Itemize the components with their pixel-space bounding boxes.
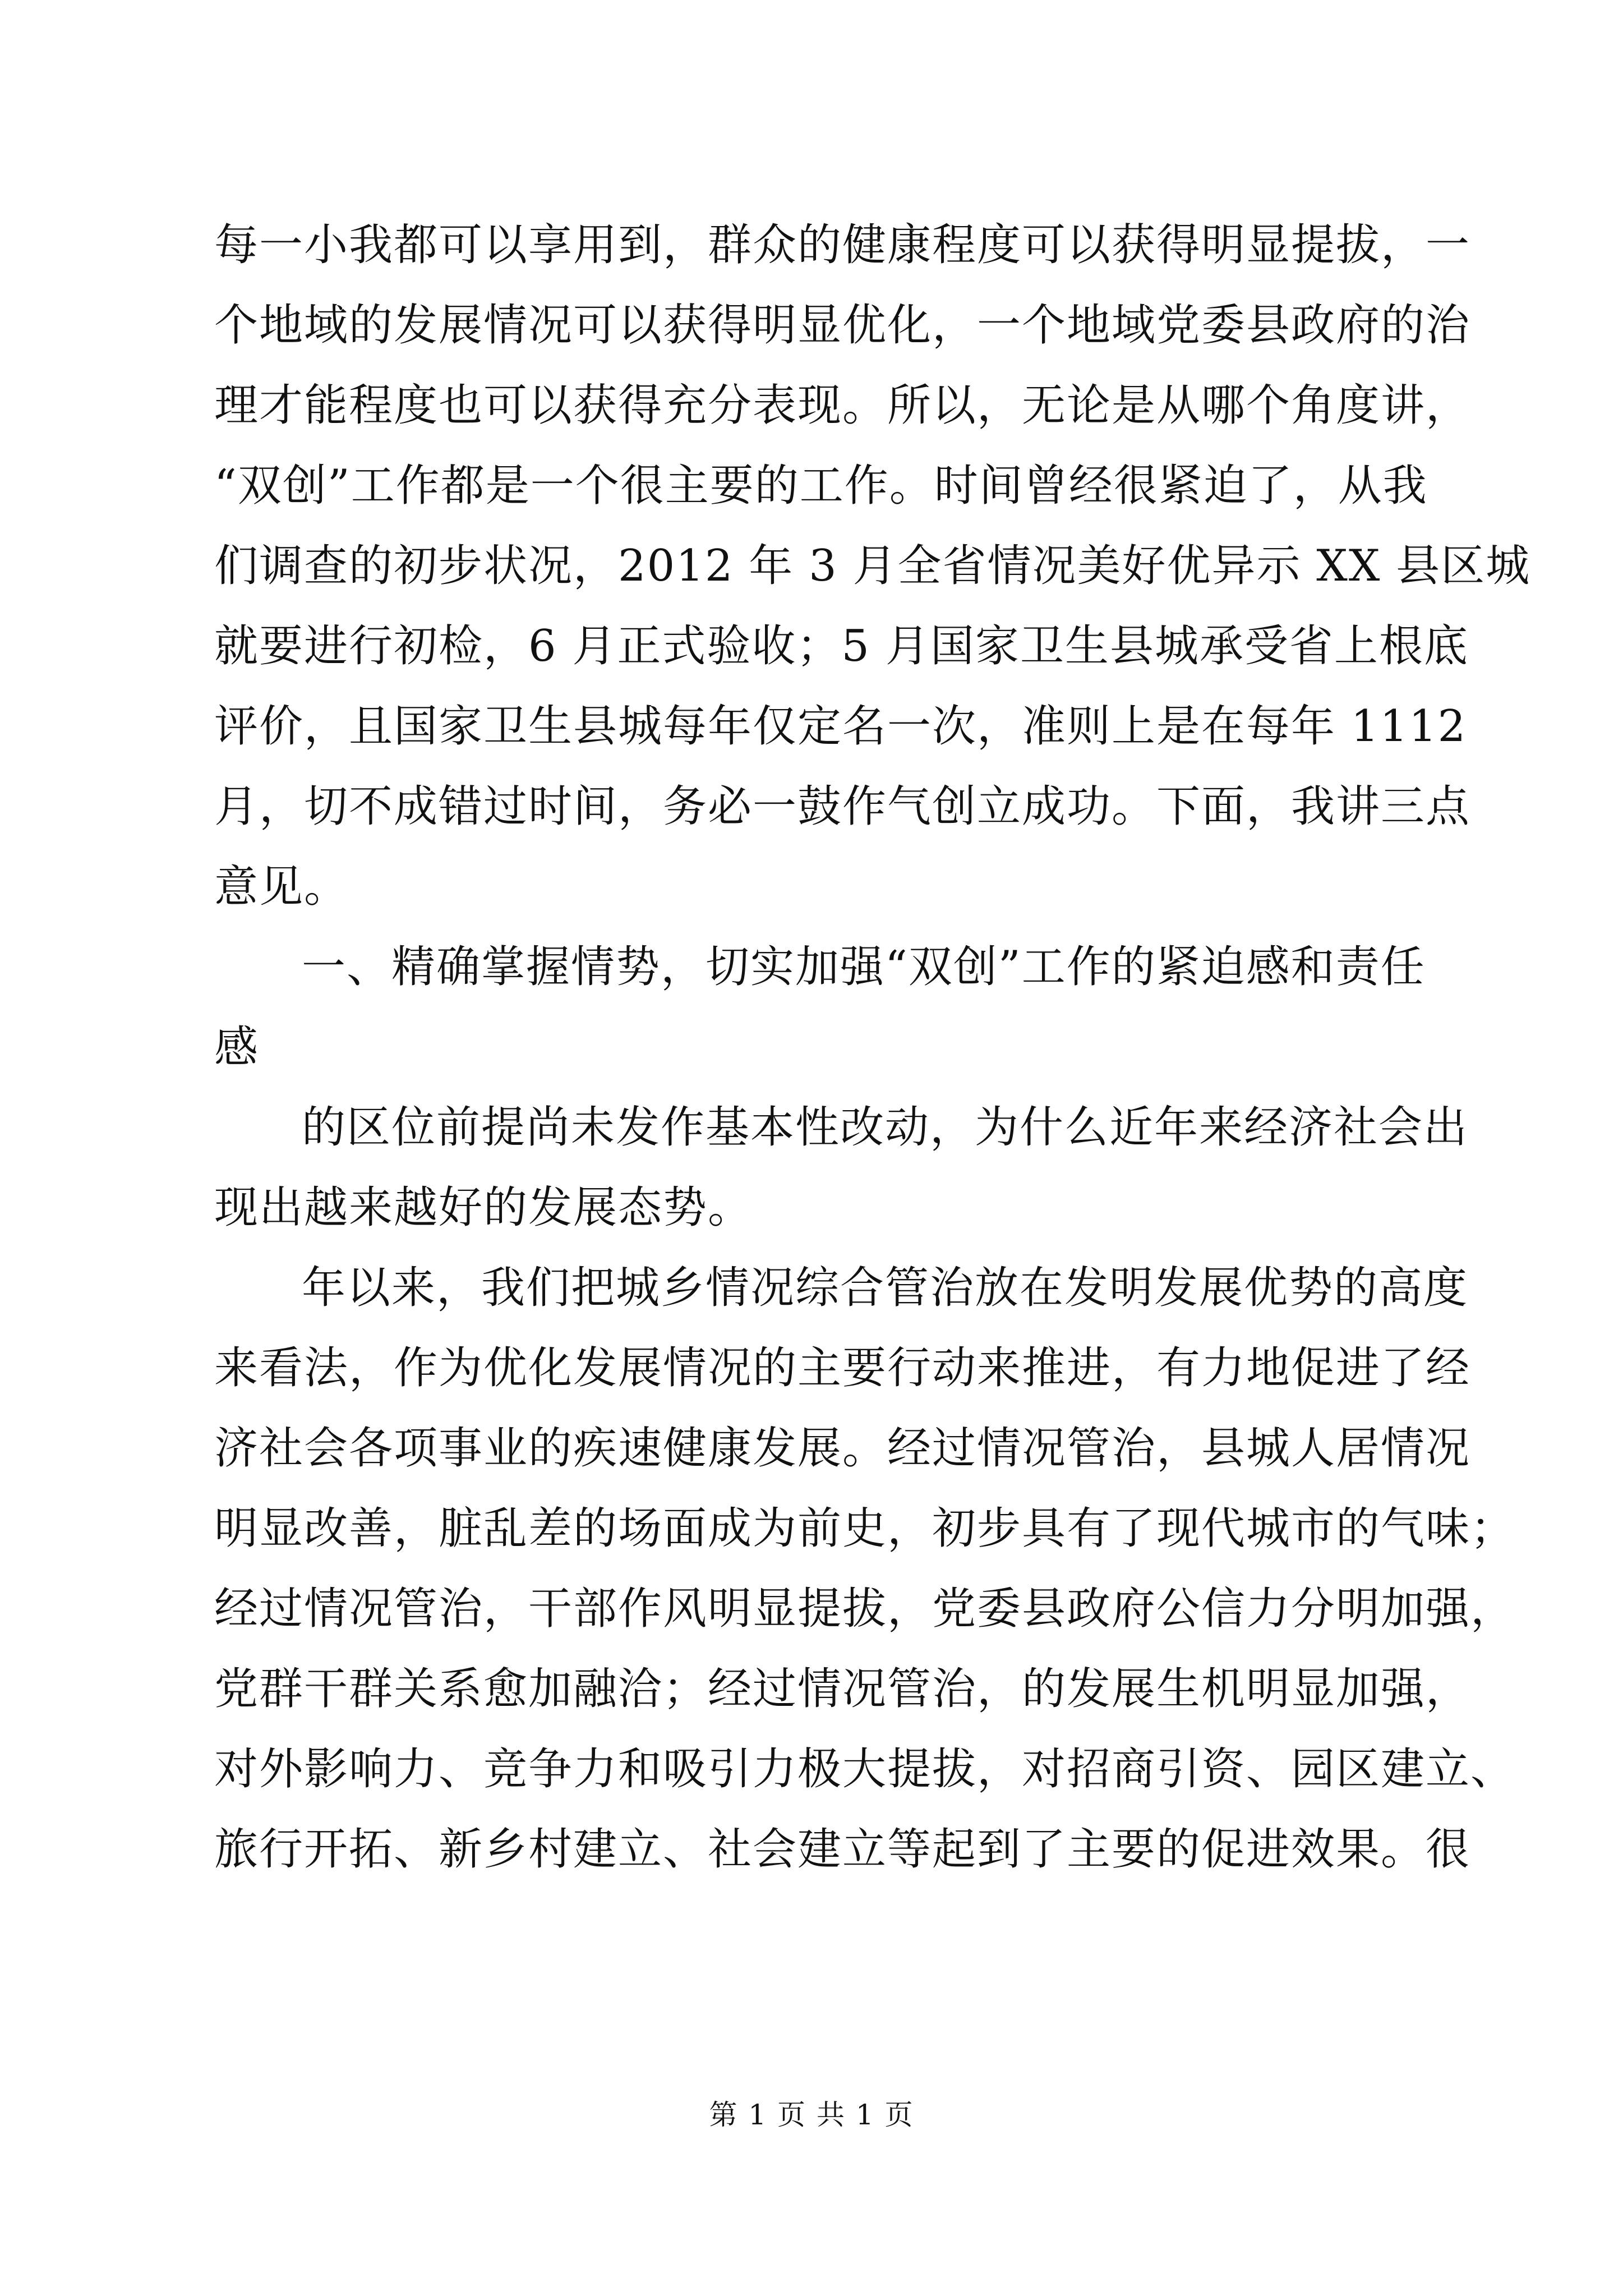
text-line: 对外影响力、竞争力和吸引力极大提拔，对招商引资、园区建立、 <box>214 1744 1516 1795</box>
document-body <box>214 205 1531 1890</box>
text-line: 旅行开拓、新乡村建立、社会建立等起到了主要的促进效果。很 <box>214 1824 1471 1875</box>
text-line: 每一小我都可以享用到，群众的健康程度可以获得明显提拔，一 <box>214 220 1471 270</box>
text-line: “双创”工作都是一个很主要的工作。时间曾经很紧迫了，从我 <box>214 461 1428 511</box>
text-line: 经过情况管治，干部作风明显提拔，党委县政府公信力分明加强， <box>214 1584 1516 1634</box>
text-line: 党群干群关系愈加融洽；经过情况管治，的发展生机明显加强， <box>214 1664 1471 1714</box>
text-line: 意见。 <box>214 862 349 912</box>
heading-line: 感 <box>214 1022 260 1073</box>
paragraph-3 <box>214 1248 1516 1890</box>
section-heading-1 <box>214 927 1426 1088</box>
text-line: 理才能程度也可以获得充分表现。所以，无论是从哪个角度讲， <box>214 380 1471 431</box>
text-line: 们调查的初步状况，2012 年 3 月全省情况美好优异示 XX 县区城 <box>214 541 1531 591</box>
page-footer: 第 1 页 共 1 页 <box>709 2099 914 2131</box>
heading-line: 一、精确掌握情势，切实加强“双创”工作的紧迫感和责任 <box>302 942 1426 992</box>
text-line: 来看法，作为优化发展情况的主要行动来推进，有力地促进了经 <box>214 1343 1471 1393</box>
paragraph-1 <box>214 205 1531 927</box>
text-line: 评价，且国家卫生县城每年仅定名一次，准则上是在每年 1112 <box>214 701 1467 752</box>
text-line: 的区位前提尚未发作基本性改动，为什么近年来经济社会出 <box>302 1102 1469 1153</box>
text-line: 现出越来越好的发展态势。 <box>214 1182 753 1233</box>
text-line: 明显改善，脏乱差的场面成为前史，初步具有了现代城市的气味； <box>214 1503 1516 1554</box>
text-line: 月，切不成错过时间，务必一鼓作气创立成功。下面，我讲三点 <box>214 781 1471 832</box>
text-line: 就要进行初检，6 月正式验收；5 月国家卫生县城承受省上根底 <box>214 621 1469 671</box>
paragraph-2 <box>214 1088 1469 1248</box>
text-line: 济社会各项事业的疾速健康发展。经过情况管治，县城人居情况 <box>214 1423 1471 1474</box>
text-line: 年以来，我们把城乡情况综合管治放在发明发展优势的高度 <box>302 1263 1469 1313</box>
text-line: 个地域的发展情况可以获得明显优化，一个地域党委县政府的治 <box>214 300 1471 351</box>
